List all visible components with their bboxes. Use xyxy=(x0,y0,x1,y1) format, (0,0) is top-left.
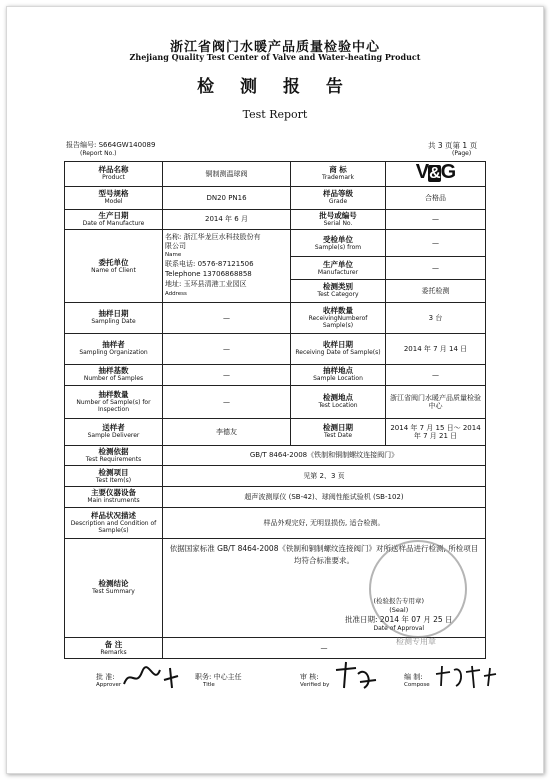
sampling-org-label: 抽样者 Sampling Organization xyxy=(65,333,163,364)
product-label: 样品名称 Product xyxy=(65,162,163,187)
report-table xyxy=(64,161,486,659)
table-row xyxy=(65,487,486,508)
table-row xyxy=(65,230,486,257)
summary-cell xyxy=(163,538,486,637)
client-name-cont: 限公司 xyxy=(165,242,186,251)
manufacturer-value: — xyxy=(386,257,486,280)
receiving-date-value: 2014 年 7 月 14 日 xyxy=(386,333,486,364)
sample-location-value: — xyxy=(386,364,486,385)
table-row xyxy=(65,333,486,364)
seal-note-en: (Seal) xyxy=(389,605,409,614)
requirements-label: 检测依据 Test Requirements xyxy=(65,445,163,466)
table-row xyxy=(65,638,486,659)
table-row xyxy=(65,209,486,230)
table-row xyxy=(65,507,486,538)
num-samples-value: — xyxy=(163,364,291,385)
test-items-value: 见第 2、3 页 xyxy=(163,466,486,487)
sampling-date-label: 抽样日期 Sampling Date xyxy=(65,302,163,333)
serial-value: — xyxy=(386,209,486,230)
table-row xyxy=(65,538,486,637)
receiving-date-label: 收样日期 Receiving Date of Sample(s) xyxy=(291,333,386,364)
requirements-value: GB/T 8464-2008《铁制和铜制螺纹连接阀门》 xyxy=(163,445,486,466)
composer-handwriting xyxy=(432,662,502,692)
client-info xyxy=(163,230,291,302)
manufacturer-label: 生产单位 Manufacturer xyxy=(291,257,386,280)
receiving-number-value: 3 台 xyxy=(386,302,486,333)
deliverer-value: 李德友 xyxy=(163,418,291,445)
num-samples-label: 抽样基数 Number of Samples xyxy=(65,364,163,385)
remarks-label: 备 注 Remarks xyxy=(65,638,163,659)
test-category-value: 委托检测 xyxy=(386,279,486,302)
seal-note xyxy=(345,597,453,633)
client-label: 委托单位 Name of Client xyxy=(65,230,163,302)
test-location-value: 浙江省阀门水暖产品质量检验中心 xyxy=(386,385,486,418)
test-date-label: 检测日期 Test Date xyxy=(291,418,386,445)
test-date-value: 2014 年 7 月 15 日～ 2014 年 7 月 21 日 xyxy=(386,418,486,445)
client-name-en: Name xyxy=(165,252,182,259)
trademark-logo: V&G xyxy=(386,162,486,187)
manufacture-date-value: 2014 年 6 月 xyxy=(163,209,291,230)
table-row xyxy=(65,186,486,209)
report-title-en: Test Report xyxy=(242,108,308,121)
test-location-label: 检测地点 Test Location xyxy=(291,385,386,418)
test-category-label: 检测类别 Test Category xyxy=(291,279,386,302)
table-row xyxy=(65,418,486,445)
num-inspection-value: — xyxy=(163,385,291,418)
test-items-label: 检测项目 Test Item(s) xyxy=(65,466,163,487)
client-address: 地址: 玉环县清港工业园区 xyxy=(165,280,247,289)
verified-signature: 审 核: Verified by xyxy=(300,673,330,688)
table-row xyxy=(65,162,486,187)
grade-label: 样品等级 Grade xyxy=(291,186,386,209)
report-title-cn: 检 测 报 告 xyxy=(197,77,353,97)
client-tel: 联系电话: 0576-87121506 xyxy=(165,260,254,269)
summary-label: 检测结论 Test Summary xyxy=(65,538,163,637)
table-row xyxy=(65,302,486,333)
client-tel-en: Telephone 13706868858 xyxy=(165,270,252,279)
title-field: 职务: 中心主任 Title xyxy=(195,673,242,688)
page-count: 共 3 页第 1 页 (Page) xyxy=(428,141,478,157)
table-row xyxy=(65,364,486,385)
description-value: 样品外观完好, 无明显损伤, 适合检测。 xyxy=(163,507,486,538)
description-label: 样品状况描述 Description and Condition of Sample(s) xyxy=(65,507,163,538)
product-value: 铜制测温球阀 xyxy=(163,162,291,187)
report-number-en: (Report No.) xyxy=(80,150,117,157)
approver-handwriting xyxy=(120,662,190,692)
approver-signature: 批 准: Approver xyxy=(96,673,122,688)
org-name-cn: 浙江省阀门水暖产品质量检验中心 xyxy=(169,40,380,55)
model-label: 型号规格 Model xyxy=(65,186,163,209)
sample-from-label: 受检单位 Sample(s) from xyxy=(291,230,386,257)
sample-location-label: 抽样地点 Sample Location xyxy=(291,364,386,385)
remarks-value: — xyxy=(163,638,486,659)
trademark-label: 商 标 Trademark xyxy=(291,162,386,187)
client-name: 名称: 浙江华龙巨水科技股份有 xyxy=(165,233,261,242)
seal-note-cn: (检验报告专用章) xyxy=(373,596,425,605)
sample-from-value: — xyxy=(386,230,486,257)
report-number: 报告编号: S664GW140089 (Report No.) xyxy=(66,141,156,157)
sampling-date-value: — xyxy=(163,302,291,333)
table-row xyxy=(65,385,486,418)
table-row xyxy=(65,466,486,487)
compose-signature: 编 制: Compose xyxy=(404,673,430,688)
instruments-label: 主要仪器设备 Main instruments xyxy=(65,487,163,508)
official-seal-text: 检测专用章 xyxy=(396,637,436,646)
sampling-org-value: — xyxy=(163,333,291,364)
model-value: DN20 PN16 xyxy=(163,186,291,209)
approval-date-en: Date of Approval xyxy=(373,624,425,632)
manufacture-date-label: 生产日期 Date of Manufacture xyxy=(65,209,163,230)
receiving-number-label: 收样数量 ReceivingNumberof Sample(s) xyxy=(291,302,386,333)
instruments-value: 超声波测厚仪 (SB-42)、球阀性能试验机 (SB-102) xyxy=(163,487,486,508)
verifier-handwriting xyxy=(330,660,380,692)
table-row xyxy=(65,445,486,466)
org-name-en: Zhejiang Quality Test Center of Valve and Water-heating Product xyxy=(129,52,421,62)
grade-value: 合格品 xyxy=(386,186,486,209)
serial-label: 批号或编号 Serial No. xyxy=(291,209,386,230)
approval-date: 批准日期: 2014 年 07 月 25 日 xyxy=(345,614,453,624)
deliverer-label: 送样者 Sample Deliverer xyxy=(65,418,163,445)
page-count-en: (Page) xyxy=(452,150,472,157)
summary-text: 依据国家标准 GB/T 8464-2008《铁制和铜制螺纹连接阀门》对所送样品进行检测, 所检项目均符合标准要求。 xyxy=(169,543,479,565)
client-address-en: Address xyxy=(165,291,187,298)
num-inspection-label: 抽样数量 Number of Sample(s) for Inspection xyxy=(65,385,163,418)
